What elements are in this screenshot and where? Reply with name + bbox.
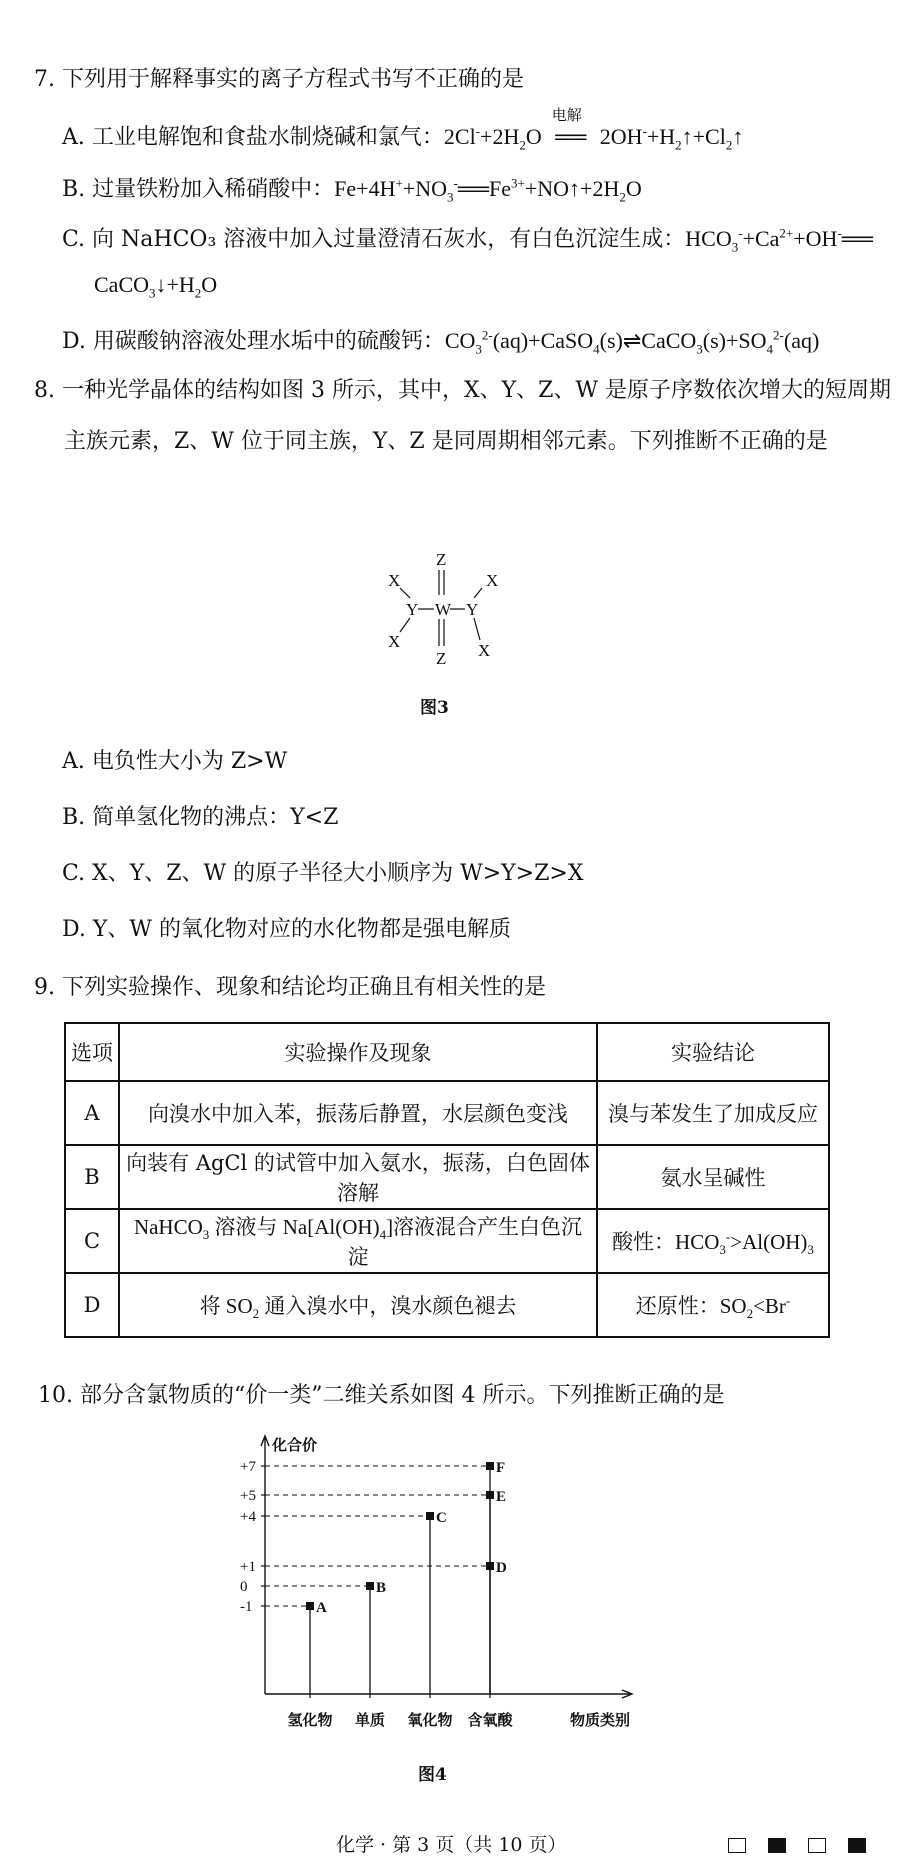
q7-option-d-label: D. 用碳酸钠溶液处理水垢中的硫酸钙： [62, 329, 445, 354]
header-operation: 实验操作及现象 [119, 1023, 597, 1081]
q7-option-d-equation: $CO_3^{2-}(aq)+CaSO_4(s)\rightleftharpoons CaCO_3(s)+SO_4^{2-}(aq)$ [444, 327, 820, 357]
figure4-caption: 图4 [418, 1765, 447, 1785]
figure3-caption: 图3 [420, 698, 449, 718]
data-point-label: B [376, 1580, 387, 1596]
y-tick-label: +1 [240, 1559, 256, 1575]
q7-option-b [62, 172, 642, 203]
y-tick-label: +4 [240, 1509, 256, 1525]
q7-option-b-equation: $Fe+4H^++NO_3^-══Fe^{3+}+NO↑+2H_2O$ [334, 175, 642, 205]
row-a-option: A [65, 1081, 119, 1145]
row-b-conclusion: 氨水呈碱性 [597, 1145, 829, 1209]
table-header-row [65, 1023, 829, 1081]
table-row [65, 1273, 829, 1337]
q7-option-d [62, 324, 819, 355]
header-conclusion: 实验结论 [597, 1023, 829, 1081]
atom-x-topleft: X [388, 571, 401, 590]
data-point-label: A [316, 1600, 327, 1616]
data-point [426, 1512, 434, 1520]
row-c-option: C [65, 1209, 119, 1273]
x-category-label: 含氧酸 [467, 1713, 513, 1729]
x-category-label: 氢化物 [287, 1713, 333, 1729]
row-c-conclusion: 酸性：$HCO_3^->Al(OH)_3$ [597, 1209, 829, 1273]
data-point-label: D [496, 1560, 507, 1576]
experiment-table [64, 1022, 830, 1338]
row-d-option: D [65, 1273, 119, 1337]
y-tick-label: 0 [240, 1579, 248, 1595]
atom-z-bottom: Z [436, 649, 447, 668]
q7-option-a [62, 108, 744, 153]
q7-option-a-equation: $2Cl^-+2H_2O$ 电解 ══ $2OH^-+H_2↑+Cl_2↑$ [444, 124, 743, 149]
row-b-operation: 向装有 AgCl 的试管中加入氨水，振荡，白色固体溶解 [119, 1145, 597, 1209]
row-c-operation: NaHCO$_3$ 溶液与 $Na[Al(OH)_4]$溶液混合产生白色沉淀 [119, 1209, 597, 1273]
data-point [486, 1462, 494, 1470]
q9-title: 9. 下列实验操作、现象和结论均正确且有相关性的是 [34, 975, 546, 1000]
y-tick-label: -1 [240, 1599, 253, 1615]
q7-option-b-label: B. 过量铁粉加入稀硝酸中： [62, 177, 335, 202]
q7-option-c-equation-part1: $HCO_3^-+Ca^{2+}+OH^-══$ [685, 225, 873, 255]
row-d-operation: 将 $SO_2$ 通入溴水中，溴水颜色褪去 [119, 1273, 597, 1337]
data-point-label: C [436, 1510, 447, 1526]
data-point [366, 1582, 374, 1590]
q8-option-a: A. 电负性大小为 Z>W [62, 749, 288, 774]
page-footer: 化学 · 第 3 页（共 10 页） [336, 1834, 567, 1856]
q7-option-c-equation-part2: $CaCO_3↓+H_2O$ [94, 272, 218, 301]
x-axis-label: 物质类别 [570, 1713, 631, 1729]
atom-x-topright: X [486, 571, 499, 590]
q8-option-c: C. X、Y、Z、W 的原子半径大小顺序为 W>Y>Z>X [62, 861, 584, 886]
atom-x-bottomright: X [478, 641, 491, 660]
q7-option-c-label: C. 向 NaHCO₃ 溶液中加入过量澄清石灰水，有白色沉淀生成： [62, 227, 686, 252]
q7-option-a-label: A. 工业电解饱和食盐水制烧碱和氯气： [62, 125, 444, 150]
scan-marker-square-filled [768, 1838, 786, 1853]
q8-line2: 主族元素，Z、W 位于同主族，Y、Z 是同周期相邻元素。下列推断不正确的是 [64, 429, 828, 454]
q8-line1: 8. 一种光学晶体的结构如图 3 所示，其中，X、Y、Z、W 是原子序数依次增大的短周期 [34, 378, 892, 403]
data-point-label: F [496, 1460, 506, 1476]
table-row [65, 1145, 829, 1209]
q8-option-d: D. Y、W 的氧化物对应的水化物都是强电解质 [62, 917, 511, 942]
structure-figure [370, 548, 510, 670]
q8-option-b: B. 简单氢化物的沸点：Y<Z [62, 805, 339, 830]
data-point [306, 1602, 314, 1610]
q7-title: 7. 下列用于解释事实的离子方程式书写不正确的是 [34, 67, 524, 92]
q7-option-c [62, 222, 873, 253]
scan-marker-square [808, 1838, 826, 1853]
atom-w-center: W [435, 600, 452, 619]
q7-a-condition: 电解 [551, 108, 582, 124]
q10-title: 10. 部分含氯物质的“价一类”二维关系如图 4 所示。下列推断正确的是 [38, 1383, 725, 1408]
scan-marker-square [728, 1838, 746, 1853]
data-point-label: E [496, 1489, 507, 1505]
y-axis-label: 化合价 [272, 1438, 318, 1454]
y-tick-label: +7 [240, 1459, 256, 1475]
x-category-label: 单质 [354, 1713, 386, 1729]
atom-z-top: Z [436, 550, 447, 569]
row-a-conclusion: 溴与苯发生了加成反应 [597, 1081, 829, 1145]
row-d-conclusion: 还原性：$SO_2<Br^-$ [597, 1273, 829, 1337]
atom-y-right: Y [466, 600, 479, 619]
header-option: 选项 [65, 1023, 119, 1081]
y-tick-label: +5 [240, 1488, 256, 1504]
table-row [65, 1209, 829, 1273]
row-b-option: B [65, 1145, 119, 1209]
valence-chart [240, 1428, 660, 1748]
atom-y-left: Y [406, 600, 419, 619]
table-row [65, 1081, 829, 1145]
x-category-label: 氧化物 [407, 1713, 453, 1729]
row-a-operation: 向溴水中加入苯，振荡后静置，水层颜色变浅 [119, 1081, 597, 1145]
scan-marker-square-filled [848, 1838, 866, 1853]
atom-x-bottomleft: X [388, 632, 401, 651]
